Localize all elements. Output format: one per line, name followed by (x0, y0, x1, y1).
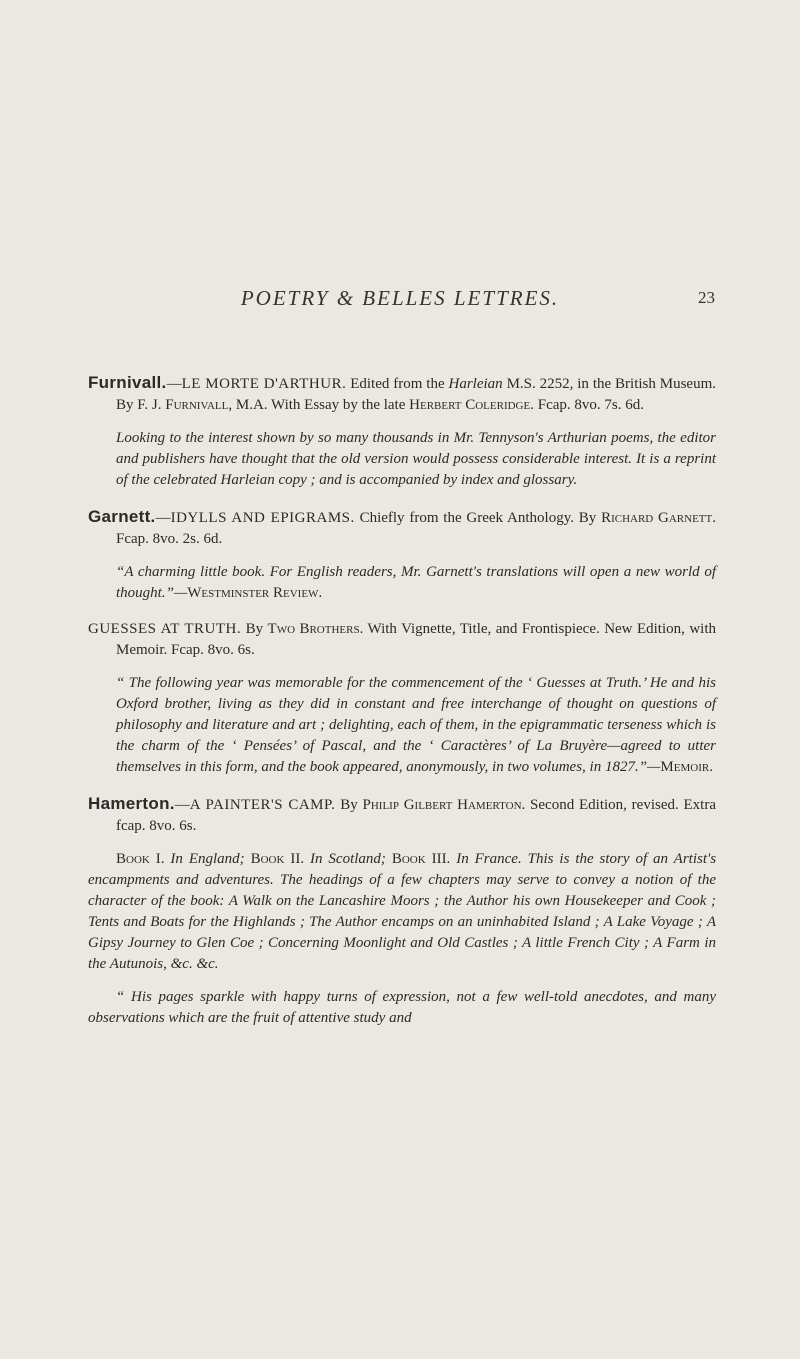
entry-description-italic: Harleian (448, 376, 503, 392)
entry-price: . Fcap. 8vo. 7s. 6d. (530, 397, 644, 413)
entry-description: Chiefly from the Greek Anthology. By (359, 510, 602, 526)
entry-author-name: Richard Garnett (601, 510, 713, 526)
catalogue-entry-garnett (88, 506, 716, 604)
entry-heading (88, 619, 716, 661)
entry-editor-name: Furnivall (165, 397, 229, 413)
entry-note: Looking to the interest shown by so many thousands in Mr. Tennyson's Arthurian poems, the editor and publishers have thought that the old version would possess considerable interest. It is a reprint of the celebrated Harleian copy ; and is accompanied by index and glossary. (116, 430, 716, 488)
entry-contents (88, 849, 716, 975)
page-body (88, 372, 716, 1044)
memoir-quote-text: “ The following year was memorable for the commencement of the ‘ Guesses at Truth.’ He and his Oxford brother, living as they did in constant and free interchange of thought on questions of philosophy and literature and art ; delighting, each of them, in the epigrammatic terseness which is the charm of the ‘ Pensées’ of Pascal, and the ‘ Caractères’ of La Bruyère—agreed to utter themselves in this form, and the book appeared, anonymously, in two volumes, in 1827.”— (116, 675, 716, 775)
entry-essayist-name: Herbert Coleridge (409, 397, 531, 413)
entry-author: Furnivall. (88, 373, 167, 392)
entry-author-name: Philip Gilbert Hamerton (362, 797, 522, 813)
entry-author: Hamerton. (88, 794, 175, 813)
book-label: Book III. (391, 851, 451, 867)
book-label: Book II. (250, 851, 305, 867)
entry-title: LE MORTE D'ARTHUR. (181, 376, 347, 392)
page-number: 23 (698, 288, 715, 307)
entry-title: A PAINTER'S CAMP. (189, 797, 336, 813)
catalogue-entry-hamerton (88, 793, 716, 1029)
book-place: In Scotland; (310, 851, 386, 867)
entry-title: IDYLLS AND EPIGRAMS. (170, 510, 355, 526)
entry-author: Garnett. (88, 507, 156, 526)
entry-price: . Fcap. 8vo. 2s. 6d. (116, 510, 716, 547)
catalogue-entry-furnivall (88, 372, 716, 491)
entry-description: , M.A. With Essay by the late (228, 397, 410, 413)
entry-title: GUESSES AT TRUTH. (88, 621, 242, 637)
entry-description: By (245, 621, 268, 637)
entry-author-name: Two Brothers (267, 621, 360, 637)
entry-price: . Second Edition, revised. Extra fcap. 8vo. 6s. (116, 797, 716, 834)
running-head (0, 286, 800, 316)
entry-heading: Hamerton.—A PAINTER'S CAMP. By Philip Gilbert Hamerton. Second Edition, revised. Extra fcap. 8vo. 6s. (88, 794, 716, 834)
book-place: In England; (170, 851, 245, 867)
entry-price: . With Vignette, Title, and Frontispiece. New Edition, with Memoir. Fcap. 8vo. 6s. (116, 621, 716, 658)
entry-heading: Garnett.—IDYLLS AND EPIGRAMS. Chiefly from the Greek Anthology. By Richard Garnett. Fcap. 8vo. 2s. 6d. (88, 507, 716, 547)
review-quote-text: “A charming little book. For English readers, Mr. Garnett's translations will open a new world of thought.”— (116, 564, 716, 601)
running-title: POETRY & BELLES LETTRES. (240, 286, 560, 310)
entry-description: By (340, 797, 363, 813)
entry-contents-description: This is the story of an Artist's encampments and adventures. The headings of a few chapters may serve to convey a notion of the character of the book: A Walk on the Lancashire Moors ; the Author his own Housekeeper and Cook ; Tents and Boats for the Highlands ; The Author encamps on an uninhabited Island ; A Lake Voyage ; A Gipsy Journey to Glen Coe ; Concerning Moonlight and Old Castles ; A little French City ; A Farm in the Autunois, &c. &c. (88, 851, 717, 972)
entry-memoir-quote (88, 673, 716, 778)
book-place: In France. (456, 851, 522, 867)
book-label: Book I. (116, 851, 165, 867)
entry-heading: Furnivall.—LE MORTE D'ARTHUR. Edited from the Harleian M.S. 2252, in the British Museum. By F. J. Furnivall, M.A. With Essay by the late Herbert Coleridge. Fcap. 8vo. 7s. 6d. (88, 373, 717, 413)
memoir-source: Memoir. (660, 759, 713, 775)
entry-description: M.S. 2252, in the British Museum. By F. J. (116, 376, 717, 413)
catalogue-entry-guesses-at-truth (88, 619, 716, 778)
entry-review-quote: “ His pages sparkle with happy turns of expression, not a few well-told anecdotes, and many observations which are the fruit of attentive study and (88, 989, 716, 1026)
entry-review-quote (88, 562, 716, 604)
review-source: Westminster Review. (187, 585, 323, 601)
entry-description: Edited from the (350, 376, 449, 392)
